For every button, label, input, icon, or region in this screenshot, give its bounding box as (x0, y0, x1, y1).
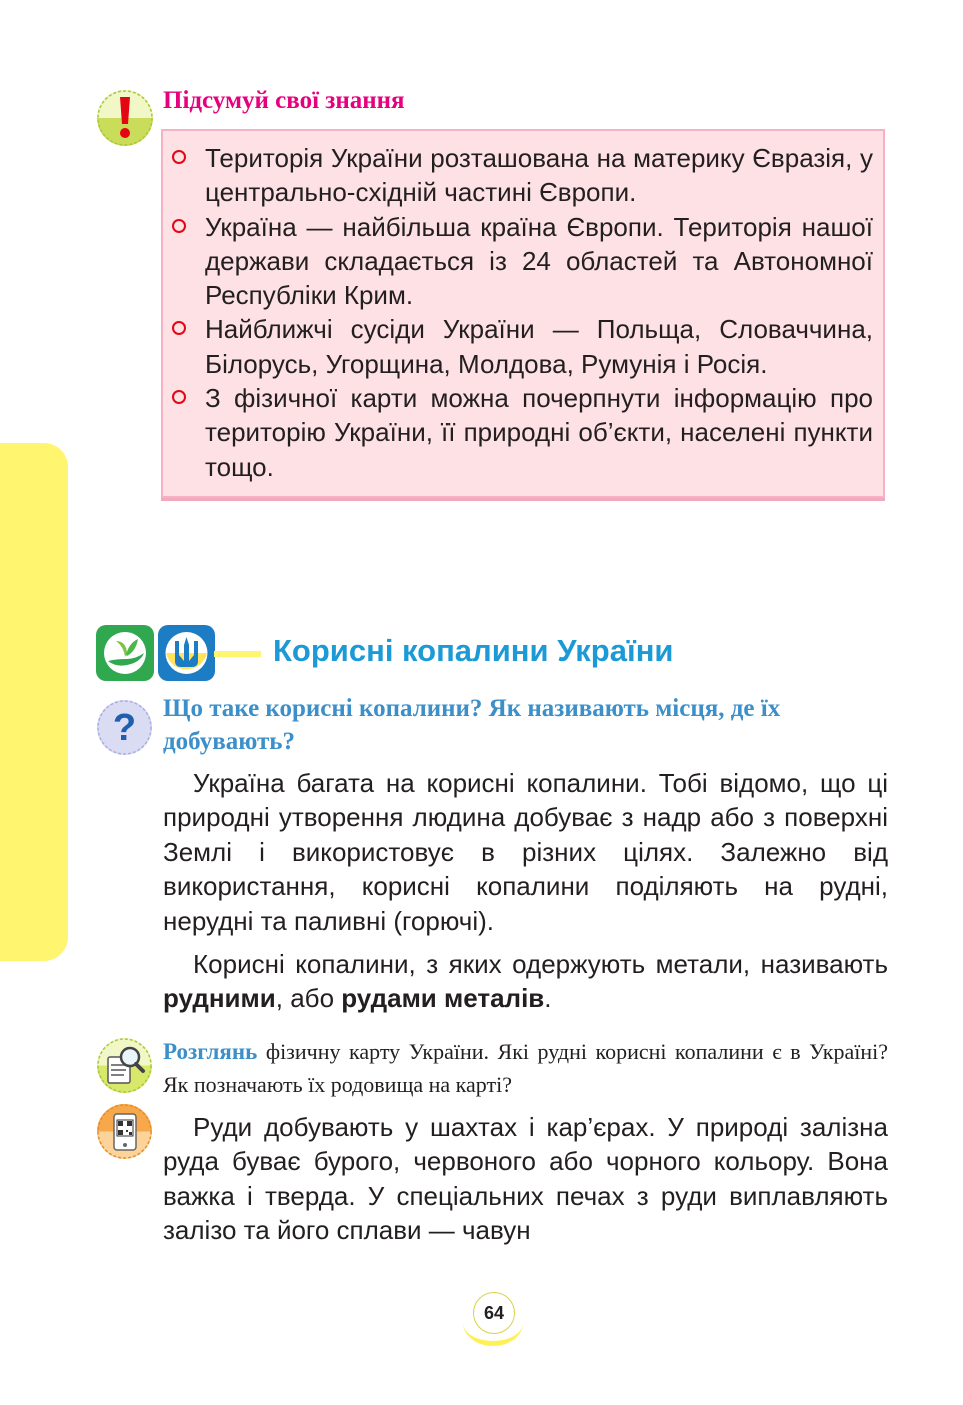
summary-item: З фізичної карти можна почерпнути інформацію про територію України, її природні об’єкти, населені пункти тощо. (163, 381, 883, 484)
summary-item: Територія України розташована на материку Євразія, у центрально-східній частині Європи. (163, 141, 883, 210)
examine-keyword: Розглянь (163, 1039, 258, 1064)
svg-text:?: ? (112, 707, 137, 749)
question-text: Що таке корисні копалини? Як називають місця, де їх добувають? (163, 695, 781, 755)
paragraph-3: Руди добувають у шахтах і кар’єрах. У природі залізна руда буває бурого, червоного або чорного кольору. Вона важка і тверда. У спеціальних печах з руди виплавляють залізо та його сплави — чавун (163, 1112, 888, 1246)
bullet-icon (172, 321, 186, 335)
magnifier-map-icon (96, 1037, 153, 1094)
side-tab (0, 443, 68, 961)
section-title: Корисні копалини України (273, 633, 674, 668)
summary-item: Найближчі сусіди України — Польща, Словаччина, Білорусь, Угорщина, Молдова, Румунія і Росія. (163, 312, 883, 381)
exclamation-icon (96, 89, 154, 147)
summary-list (163, 141, 883, 484)
term-rudy-metaliv: рудами металів (341, 983, 545, 1014)
bullet-icon (172, 390, 186, 404)
trident-icon (158, 625, 215, 681)
paragraph-1: Україна багата на корисні копалини. Тобі відомо, що ці природні утворення людина добуває з надр або з поверхні Землі і використовує в різних цілях. Залежно від використання, корисні копалини поділяють на рудні, нерудні та паливні (горючі). (163, 768, 888, 936)
bullet-icon (172, 150, 186, 164)
summary-item: Україна — найбільша країна Європи. Територія нашої держави складається із 24 областей та Автономної Республіки Крим. (163, 210, 883, 313)
question-mark-icon (96, 699, 153, 756)
plant-hands-icon (96, 625, 154, 681)
summary-title: Підсумуй свої знання (163, 87, 405, 114)
page-number: 64 (473, 1292, 515, 1334)
term-rudni: рудними (163, 983, 276, 1014)
bullet-icon (172, 219, 186, 233)
section-line (214, 651, 261, 657)
phone-qr-icon[interactable] (96, 1103, 153, 1160)
paragraph-2: Корисні копалини, з яких одержують метали, називають рудними, або рудами металів. (163, 949, 888, 1014)
summary-box (161, 129, 885, 498)
examine-task: Розглянь фізичну карту України. Які рудні корисні копалини є в Україні? Як позначають їх родовища на карті? (163, 1039, 888, 1097)
